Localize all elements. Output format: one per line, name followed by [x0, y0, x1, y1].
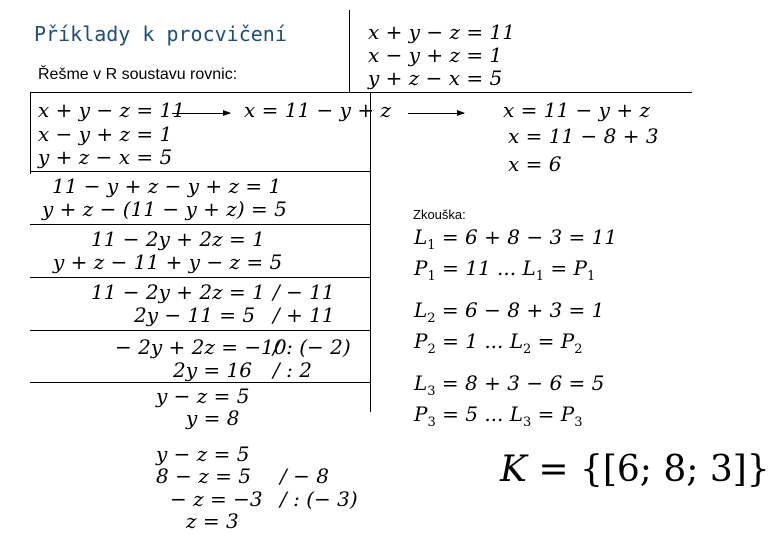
step6-note-a: / − 8 [280, 464, 329, 488]
left-sys-2: x − y + z = 1 [38, 122, 173, 146]
row-rule-4 [30, 330, 370, 331]
row-rule-5 [30, 382, 370, 383]
check-p3-val: 5 ... [465, 402, 504, 426]
check-label: Zkouška: [413, 207, 466, 222]
right-x-2: x = 11 − 8 + 3 [508, 124, 659, 148]
check-l1-expr: 6 + 8 − 3 = 11 [465, 225, 618, 249]
top-rule [30, 92, 692, 93]
step1-line-a: 11 − y + z − y + z = 1 [52, 174, 282, 198]
step3-line-b: 2y − 11 = 5 [134, 303, 256, 327]
row-rule-3 [30, 277, 370, 278]
expr-x: x = 11 − y + z [244, 98, 391, 122]
step1-line-b: y + z − (11 − y + z) = 5 [42, 197, 287, 221]
arrow-2 [408, 113, 464, 114]
vertical-divider-mid [370, 92, 371, 412]
left-sys-3: y + z − x = 5 [38, 145, 173, 169]
step5-line-b: y = 8 [186, 406, 240, 430]
step4-note-a: / : (− 2) [273, 335, 351, 359]
check-l2-expr: 6 − 8 + 3 = 1 [465, 298, 605, 322]
result-set: {[6; 8; 3]} [579, 449, 770, 490]
right-x-1: x = 11 − y + z [503, 98, 650, 122]
step6-line-b: 8 − z = 5 [156, 464, 251, 488]
step2-line-b: y + z − 11 + y − z = 5 [53, 250, 283, 274]
system-eq-2: x − y + z = 1 [368, 43, 503, 67]
check-p1-val: 11 ... [465, 256, 517, 280]
step4-note-b: / : 2 [273, 358, 312, 382]
step6-line-c: − z = −3 [170, 487, 263, 511]
step6-note-b: / : (− 3) [280, 487, 358, 511]
check-l3: $L_3 = 8 + 3 - 6 = 5$ [414, 371, 605, 399]
step4-line-a: − 2y + 2z = −10 [115, 335, 287, 359]
system-eq-1: x + y − z = 11 [368, 20, 515, 44]
vertical-divider-top [349, 10, 350, 92]
left-sys-1: x + y − z = 11 [38, 98, 185, 122]
check-p2: $P_2 = 1$ ... $L_2 = P_2$ [414, 329, 583, 357]
result [500, 449, 770, 490]
result-prefix: K = [500, 449, 580, 490]
step4-line-b: 2y = 16 [173, 358, 252, 382]
vertical-divider-left [30, 92, 31, 174]
check-l3-expr: 8 + 3 − 6 = 5 [465, 371, 605, 395]
row-rule-1 [30, 171, 370, 172]
check-p1: $P_1 = 11$ ... $L_1 = P_1$ [414, 256, 596, 284]
page-title: Příklady k procvičení [34, 22, 287, 46]
step3-line-a: 11 − 2y + 2z = 1 [91, 280, 265, 304]
right-x-3: x = 6 [508, 152, 562, 176]
check-l1: $L_1 = 6 + 8 - 3 = 11$ [414, 225, 618, 253]
step3-note-a: / − 11 [273, 280, 335, 304]
page-subtitle: Řešme v R soustavu rovnic: [38, 66, 238, 83]
step3-note-b: / + 11 [273, 303, 335, 327]
check-p2-val: 1 ... [465, 329, 504, 353]
check-l2: $L_2 = 6 - 8 + 3 = 1$ [414, 298, 605, 326]
system-eq-3: y + z − x = 5 [368, 66, 503, 90]
arrow-1 [172, 113, 230, 114]
check-p3: $P_3 = 5$ ... $L_3 = P_3$ [414, 402, 583, 430]
step6-line-d: z = 3 [186, 509, 239, 533]
step2-line-a: 11 − 2y + 2z = 1 [91, 227, 265, 251]
step5-line-a: y − z = 5 [156, 384, 250, 408]
step6-line-a: y − z = 5 [156, 442, 250, 466]
row-rule-2 [30, 224, 370, 225]
